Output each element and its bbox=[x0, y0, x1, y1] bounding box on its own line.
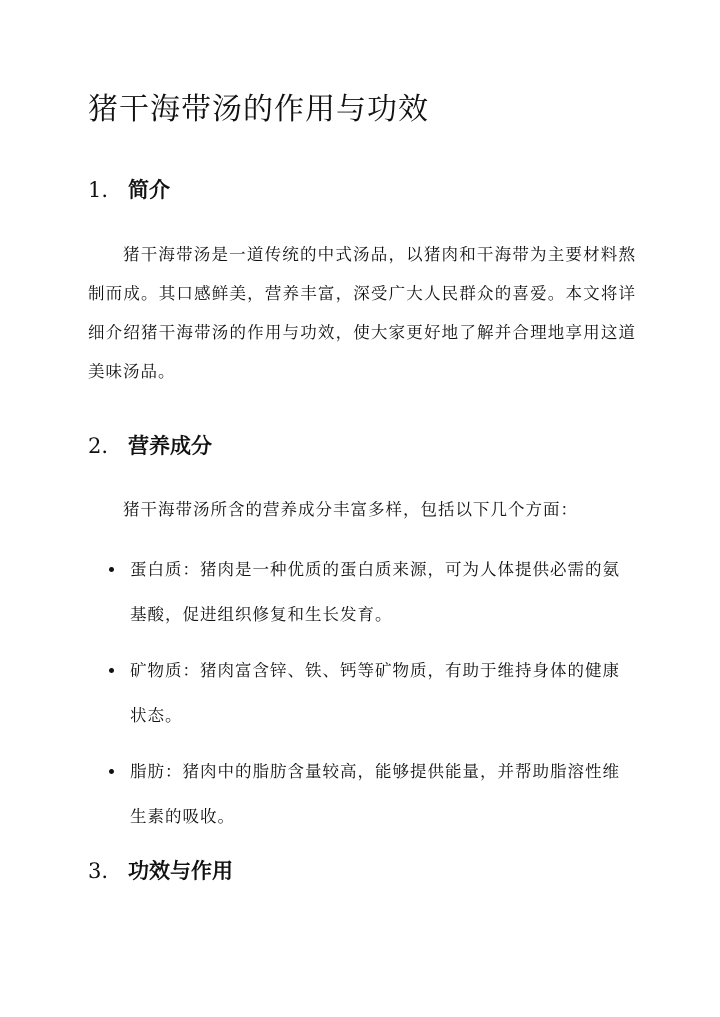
nutrition-bullet-list bbox=[88, 547, 636, 850]
list-item bbox=[88, 648, 636, 738]
list-item-text: 脂肪：猪肉中的脂肪含量较高，能够提供能量，并帮助脂溶性维生素的吸收。 bbox=[130, 762, 620, 826]
intro-paragraph: 猪干海带汤是一道传统的中式汤品，以猪肉和干海带为主要材料熬制而成。其口感鲜美，营养丰富，深受广大人民群众的喜爱。本文将详细介绍猪干海带汤的作用与功效，使大家更好地了解并合理地享用这道美味汤品。 bbox=[88, 245, 636, 381]
document-title: 猪干海带汤的作用与功效 bbox=[88, 92, 429, 127]
section-heading-nutrition bbox=[88, 430, 212, 460]
list-item-text: 矿物质：猪肉富含锌、铁、钙等矿物质，有助于维持身体的健康状态。 bbox=[130, 661, 620, 725]
section-title: 功效与作用 bbox=[128, 858, 233, 883]
section-title: 简介 bbox=[128, 177, 170, 202]
section-heading-intro bbox=[88, 174, 170, 204]
bullet-icon bbox=[109, 567, 114, 572]
list-item-text: 蛋白质：猪肉是一种优质的蛋白质来源，可为人体提供必需的氨基酸，促进组织修复和生长发育。 bbox=[130, 560, 620, 624]
list-item bbox=[88, 749, 636, 839]
nutrition-paragraph: 猪干海带汤所含的营养成分丰富多样，包括以下几个方面： bbox=[123, 500, 578, 519]
section-number: 1. bbox=[88, 178, 109, 202]
section-title: 营养成分 bbox=[128, 433, 212, 458]
bullet-icon bbox=[109, 668, 114, 673]
bullet-icon bbox=[109, 769, 114, 774]
list-item bbox=[88, 547, 636, 637]
section-number: 3. bbox=[88, 859, 109, 883]
section-heading-effects bbox=[88, 855, 233, 885]
section-number: 2. bbox=[88, 434, 109, 458]
